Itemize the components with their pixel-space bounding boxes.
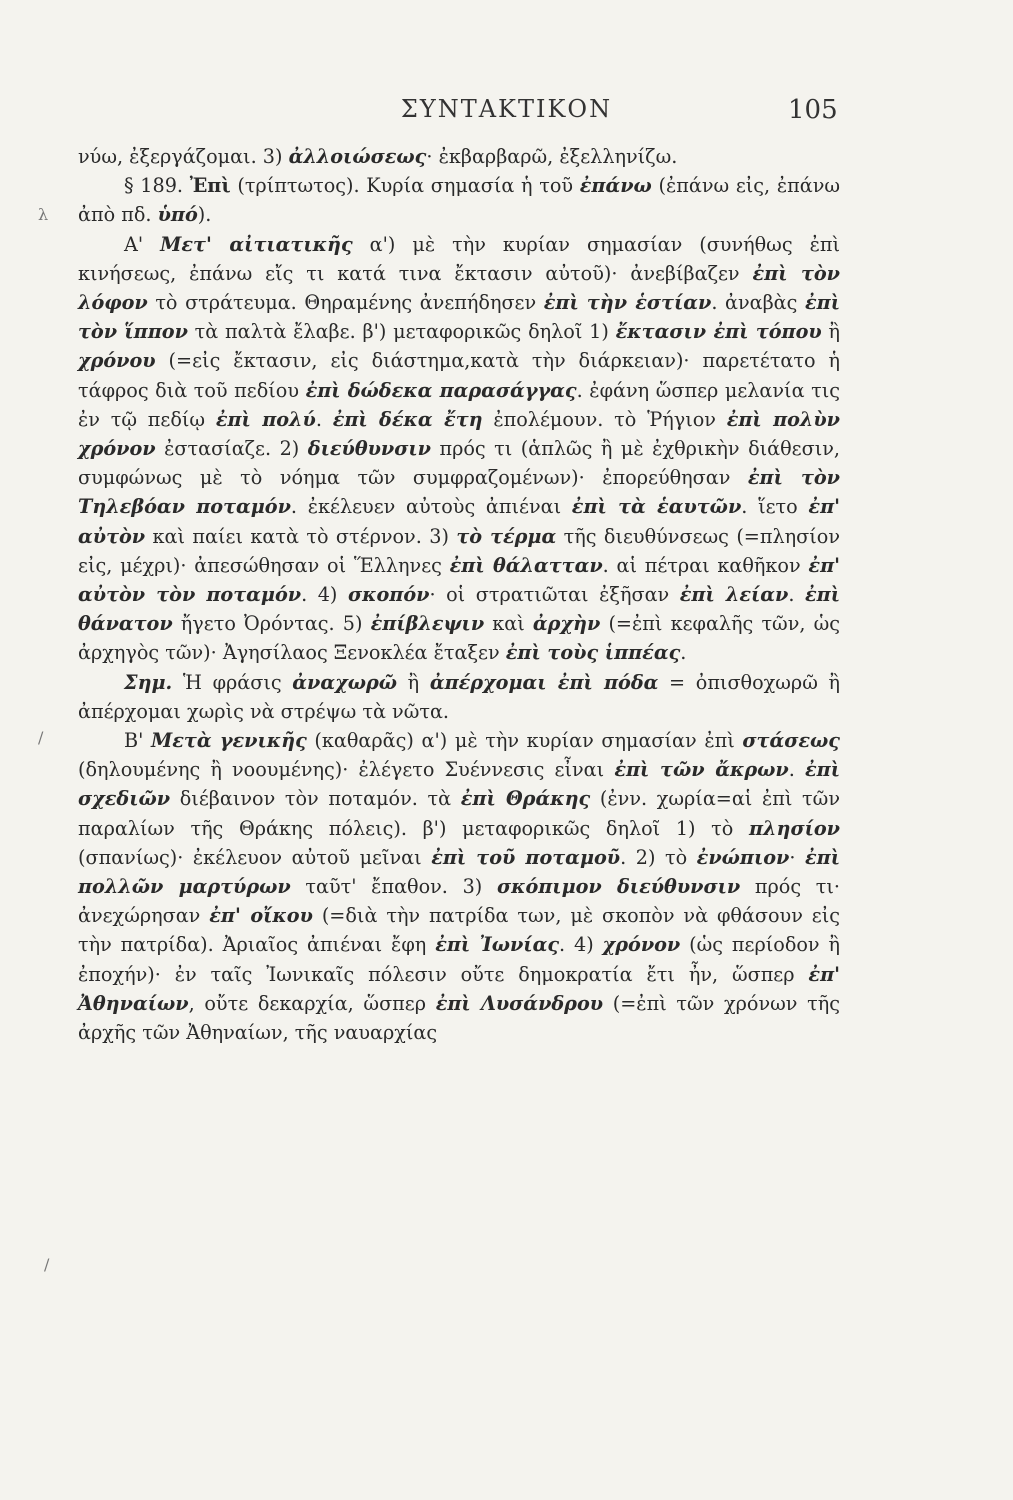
emphasis-run: ἐπὶ πολὺν χρόνον [78, 407, 840, 461]
emphasis-run: ἐπὶ τοῦ ποταμοῦ [431, 845, 621, 869]
text-run: ἐστασίαζε. 2) [155, 437, 308, 461]
text-run: · ἐκβαρβαρῶ, ἐξελληνίζω. [426, 145, 678, 168]
emphasis-run: ἐπὶ σχεδιῶν [78, 758, 840, 811]
emphasis-run: πλησίον [749, 816, 840, 840]
paragraph [78, 142, 840, 171]
running-title: ΣΥΝΤΑΚΤΙΚΟΝ [400, 95, 613, 123]
emphasis-run: ἐπὶ Λυσάνδρου [435, 991, 604, 1015]
text-run: πρός τι (ἁπλῶς ἢ μὲ ἐχθρικὴν διάθεσιν, συμφώνως μὲ τὸ νόημα τῶν συμφραζομένων)· ἐπορεύθησαν [78, 437, 840, 490]
emphasis-run: σκόπιμον διεύθυνσιν [496, 875, 741, 899]
text-run: § 189. [124, 174, 190, 198]
text-run: . [788, 583, 806, 607]
text-run: . 4) [301, 583, 348, 607]
paragraph-genitive [78, 726, 840, 1047]
text-run: . [315, 407, 333, 431]
emphasis-run: ἀρχὴν [532, 612, 601, 636]
text-run: . ἵετο [741, 495, 809, 519]
text-run: . 2) τὸ [620, 845, 697, 869]
text-run: · [789, 845, 805, 869]
text-run: . αἱ πέτραι καθῆκον [602, 553, 809, 577]
emphasis-run: Ἐπὶ [189, 174, 231, 198]
emphasis-run: ἐπὶ θάνατον [78, 583, 841, 636]
emphasis-run: ἐπ' Ἀθηναίων [78, 962, 840, 1015]
emphasis-run: ἐπάνω [579, 174, 652, 198]
text-run: α') μὲ τὴν κυρίαν σημασίαν (συνήθως ἐπὶ κινήσεως, ἐπάνω εἴς τι κατά τινα ἔκτασιν αὐτοῦ)· ἀνεβίβαζεν [78, 232, 841, 285]
emphasis-run: ἀλλοιώσεως [288, 145, 427, 168]
text-run: καὶ [484, 612, 533, 636]
text-run: νύω, ἐξεργάζομαι. 3) [78, 145, 289, 168]
text-run: (καθαρᾶς) α') μὲ τὴν κυρίαν σημασίαν ἐπὶ [306, 729, 743, 753]
paragraph-note [78, 668, 840, 726]
emphasis-run: ἐπὶ τὰ ἑαυτῶν [571, 495, 742, 519]
emphasis-run: ἐπ' αὐτὸν [78, 495, 840, 548]
emphasis-run: τὸ τέρμα [456, 524, 557, 548]
text-body [78, 142, 840, 1047]
emphasis-run: ἐπὶ τῶν ἄκρων [614, 758, 789, 782]
margin-mark: λ [38, 205, 49, 224]
emphasis-run: ἐπὶ Ἰωνίας [435, 933, 560, 957]
margin-mark: / [38, 728, 44, 747]
emphasis-run: ἐπίβλεψιν [370, 612, 485, 636]
emphasis-run: ἐπὶ τὸν ἵππον [78, 291, 840, 344]
emphasis-run: σκοπόν [347, 583, 430, 607]
text-run: πρός τι· ἀνεχώρησαν [78, 875, 840, 928]
text-run: (=διὰ τὴν πατρίδα των, μὲ σκοπὸν νὰ φθάσουν εἰς τὴν πατρίδα). Ἀριαῖος ἀπιέναι ἔφη [78, 904, 840, 957]
emphasis-run: Σημ. [124, 670, 173, 694]
emphasis-run: ἐπὶ θάλατταν [449, 553, 603, 577]
text-run: ἢ [397, 670, 430, 694]
paragraph-accusative [78, 230, 840, 668]
emphasis-run: διεύθυνσιν [307, 437, 431, 461]
text-run: Α' [124, 232, 161, 256]
text-run: (=ἐπὶ κεφαλῆς τῶν, ὡς ἀρχηγὸς τῶν)· Ἀγησίλαος Ξενοκλέα ἔταξεν [78, 612, 840, 665]
text-run: τὸ στράτευμα. Θηραμένης ἀνεπήδησεν [147, 291, 544, 315]
text-run: = ὀπισθοχωρῶ ἢ ἀπέρχομαι χωρὶς νὰ στρέψω τὰ νῶτα. [78, 670, 840, 723]
paragraph-section-189 [78, 171, 840, 229]
emphasis-run: ἐπὶ τὸν λόφον [78, 261, 840, 315]
emphasis-run: ὑπό [157, 203, 198, 227]
text-run: τῆς διευθύνσεως (=πλησίον εἰς, μέχρι)· ἀπεσώθησαν οἱ Ἕλληνες [78, 524, 840, 577]
emphasis-run: ἐπὶ Θράκης [460, 787, 591, 811]
emphasis-run: ἐπ' οἴκου [209, 904, 313, 928]
text-run: (ὡς περίοδον ἢ ἐποχήν)· ἐν ταῖς Ἰωνικαῖς πόλεσιν οὔτε δημοκρατία ἔτι ἦν, ὥσπερ [78, 933, 840, 986]
emphasis-run: ἐπὶ δέκα ἔτη [332, 407, 483, 431]
margin-mark: / [44, 1255, 50, 1274]
emphasis-run: ἐπ' αὐτὸν τὸν ποταμόν [78, 553, 840, 607]
text-run: ταῦτ' ἔπαθον. 3) [290, 875, 497, 899]
text-run: καὶ παίει κατὰ τὸ στέρνον. 3) [145, 524, 457, 548]
text-run: (=εἰς ἔκτασιν, εἰς διάστημα,κατὰ τὴν διάρκειαν)· παρετέτατο ἡ τάφρος διὰ τοῦ πεδίου [78, 349, 840, 402]
emphasis-run: ἐπὶ τὴν ἑστίαν [543, 291, 712, 315]
emphasis-run: χρόνον [602, 933, 681, 957]
emphasis-run: ἔκτασιν ἐπὶ τόπου [615, 320, 822, 344]
page-number: 105 [788, 95, 838, 125]
text-run: . ἐκέλευεν αὐτοὺς ἀπιέναι [290, 495, 572, 519]
emphasis-run: ἐνώπιον [696, 845, 790, 869]
emphasis-run: ἐπὶ λείαν [679, 583, 789, 607]
text-run: (ἐπάνω εἰς, ἐπάνω ἀπὸ πδ. [78, 174, 841, 227]
text-run: Β' [124, 729, 152, 753]
emphasis-run: Μετ' αἰτιατικῆς [160, 232, 353, 256]
emphasis-run: ἐπὶ πολύ [215, 407, 316, 431]
text-run: . 4) [559, 933, 603, 957]
text-run: (ἐνν. χωρία=αἱ ἐπὶ τῶν παραλίων τῆς Θράκης πόλεις). β') μεταφορικῶς δηλοῖ 1) τὸ [78, 787, 840, 840]
text-run: . ἀναβὰς [711, 291, 805, 315]
text-run: ἤγετο Ὀρόντας. 5) [172, 612, 371, 636]
text-run: (σπανίως)· ἐκέλευον αὐτοῦ μεῖναι [78, 845, 432, 869]
emphasis-run: ἐπὶ πολλῶν μαρτύρων [78, 845, 840, 899]
text-run: . [788, 758, 805, 782]
text-run: (δηλουμένης ἢ νοουμένης)· ἐλέγετο Συέννεσις εἶναι [78, 758, 615, 782]
emphasis-run: ἀναχωρῶ [292, 670, 398, 694]
text-run: ἢ [821, 320, 841, 344]
text-run: διέβαινον τὸν ποταμόν. τὰ [170, 787, 461, 811]
emphasis-run: στάσεως [742, 729, 840, 753]
text-run: ἐπολέμουν. τὸ Ῥήγιον [482, 407, 727, 431]
text-run: Ἡ φράσις [172, 670, 293, 694]
text-run: · οἱ στρατιῶται ἐξῆσαν [429, 583, 680, 607]
emphasis-run: ἐπὶ τοὺς ἱππέας [505, 641, 681, 665]
emphasis-run: ἐπὶ δώδεκα παρασάγγας [305, 378, 577, 402]
text-run: . [680, 641, 687, 665]
emphasis-run: Μετὰ γενικῆς [151, 729, 307, 753]
text-run: , οὔτε δεκαρχία, ὥσπερ [188, 991, 436, 1015]
emphasis-run: ἐπὶ τὸν Τηλεβόαν ποταμόν [78, 466, 840, 519]
text-run: (=ἐπὶ τῶν χρόνων τῆς ἀρχῆς τῶν Ἀθηναίων, τῆς ναυαρχίας [78, 991, 840, 1045]
text-run: . ἐφάνη ὥσπερ μελανία τις ἐν τῷ πεδίῳ [78, 378, 840, 431]
emphasis-run: ἀπέρχομαι ἐπὶ πόδα [429, 670, 659, 694]
text-run: ). [197, 203, 212, 227]
text-run: (τρίπτωτος). Κυρία σημασία ἡ τοῦ [230, 174, 580, 198]
text-run: τὰ παλτὰ ἔλαβε. β') μεταφορικῶς δηλοῖ 1) [187, 320, 616, 344]
page-header [0, 95, 1013, 135]
emphasis-run: χρόνου [78, 349, 156, 373]
